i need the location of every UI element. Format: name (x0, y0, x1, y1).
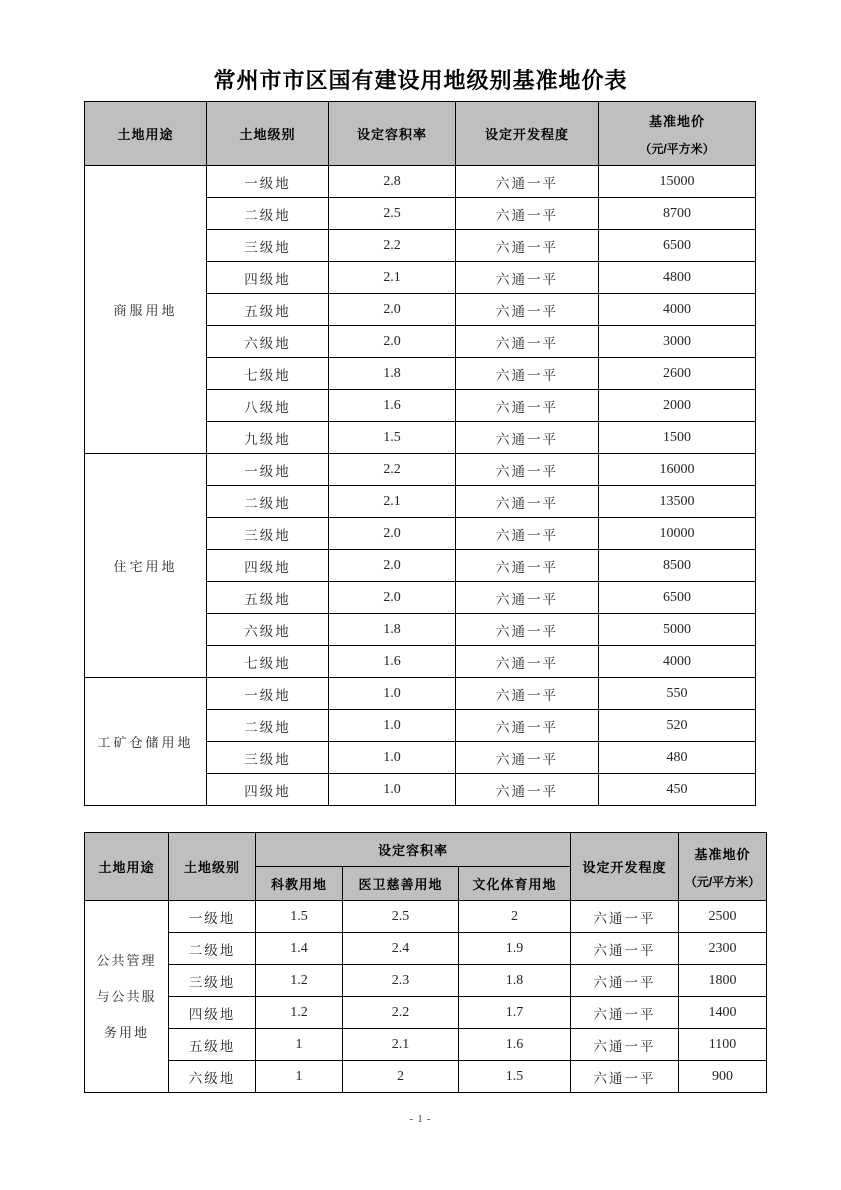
cell-ratio-education: 1.5 (256, 901, 343, 933)
cell-land-grade: 三级地 (207, 518, 329, 550)
cell-land-grade: 四级地 (207, 262, 329, 294)
table-row (85, 997, 767, 1029)
cell-land-grade: 三级地 (207, 742, 329, 774)
cell-ratio-medical: 2.3 (343, 965, 459, 997)
cell-plot-ratio: 2.0 (329, 582, 456, 614)
cell-land-grade: 四级地 (169, 997, 256, 1029)
header-plot-ratio: 设定容积率 (329, 102, 456, 166)
table-row (85, 901, 767, 933)
cell-development: 六通一平 (456, 774, 599, 806)
cell-price: 2500 (679, 901, 767, 933)
cell-development: 六通一平 (456, 486, 599, 518)
page-title: 常州市市区国有建设用地级别基准地价表 (213, 68, 628, 93)
table-row (85, 166, 756, 198)
cell-plot-ratio: 1.0 (329, 678, 456, 710)
cell-price: 480 (599, 742, 756, 774)
table-header-row (85, 102, 756, 166)
cell-development: 六通一平 (571, 1061, 679, 1093)
header-price-line2: （元/平方米） (684, 874, 761, 889)
cell-land-grade: 一级地 (207, 678, 329, 710)
cell-land-grade: 七级地 (207, 646, 329, 678)
cell-ratio-education: 1 (256, 1029, 343, 1061)
cell-price: 8700 (599, 198, 756, 230)
cell-development: 六通一平 (456, 742, 599, 774)
header-land-use: 土地用途 (85, 833, 169, 901)
cell-land-grade: 六级地 (169, 1061, 256, 1093)
cell-development: 六通一平 (456, 326, 599, 358)
cell-development: 六通一平 (456, 390, 599, 422)
cell-price: 13500 (599, 486, 756, 518)
land-price-table-public-service (84, 832, 767, 1093)
header-price (679, 833, 767, 901)
cell-development: 六通一平 (571, 965, 679, 997)
cell-development: 六通一平 (456, 422, 599, 454)
cell-plot-ratio: 2.0 (329, 326, 456, 358)
cell-ratio-medical: 2 (343, 1061, 459, 1093)
cell-land-grade: 六级地 (207, 614, 329, 646)
cell-development: 六通一平 (571, 1029, 679, 1061)
cell-development: 六通一平 (456, 198, 599, 230)
cell-ratio-education: 1.2 (256, 997, 343, 1029)
cell-land-grade: 二级地 (207, 486, 329, 518)
cell-land-grade: 一级地 (207, 166, 329, 198)
cell-price: 900 (679, 1061, 767, 1093)
cell-land-grade: 三级地 (169, 965, 256, 997)
cell-plot-ratio: 2.8 (329, 166, 456, 198)
table-row (85, 678, 756, 710)
cell-plot-ratio: 1.6 (329, 390, 456, 422)
cell-price: 550 (599, 678, 756, 710)
cell-price: 2600 (599, 358, 756, 390)
cell-plot-ratio: 1.0 (329, 710, 456, 742)
cell-plot-ratio: 1.8 (329, 614, 456, 646)
cell-development: 六通一平 (571, 901, 679, 933)
cell-land-grade: 四级地 (207, 550, 329, 582)
cell-plot-ratio: 1.0 (329, 742, 456, 774)
header-ratio-education: 科教用地 (256, 867, 343, 901)
cell-land-grade: 二级地 (207, 198, 329, 230)
cell-plot-ratio: 2.1 (329, 262, 456, 294)
table-header-row (85, 833, 767, 867)
cell-land-grade: 五级地 (169, 1029, 256, 1061)
cell-development: 六通一平 (571, 997, 679, 1029)
header-ratio-medical: 医卫慈善用地 (343, 867, 459, 901)
cell-price: 4000 (599, 646, 756, 678)
cell-price: 4000 (599, 294, 756, 326)
land-price-table-primary (84, 101, 756, 806)
cell-development: 六通一平 (456, 550, 599, 582)
cell-plot-ratio: 1.5 (329, 422, 456, 454)
cell-price: 1800 (679, 965, 767, 997)
cell-price: 15000 (599, 166, 756, 198)
cell-development: 六通一平 (456, 646, 599, 678)
cell-price: 10000 (599, 518, 756, 550)
cell-land-grade: 三级地 (207, 230, 329, 262)
header-land-use: 土地用途 (85, 102, 207, 166)
table-row (85, 965, 767, 997)
cell-ratio-education: 1.2 (256, 965, 343, 997)
header-ratio-culture: 文化体育用地 (459, 867, 571, 901)
table-row (85, 1061, 767, 1093)
cell-ratio-education: 1.4 (256, 933, 343, 965)
cell-development: 六通一平 (456, 614, 599, 646)
cell-land-grade: 四级地 (207, 774, 329, 806)
cell-ratio-medical: 2.1 (343, 1029, 459, 1061)
cell-land-use-group-public: 公共管理与公共服务用地 (85, 901, 169, 1093)
header-plot-ratio: 设定容积率 (256, 833, 571, 867)
cell-land-grade: 二级地 (207, 710, 329, 742)
cell-development: 六通一平 (456, 582, 599, 614)
cell-ratio-education: 1 (256, 1061, 343, 1093)
page-number: - 1 - (409, 1114, 432, 1125)
cell-land-grade: 七级地 (207, 358, 329, 390)
cell-ratio-culture: 1.5 (459, 1061, 571, 1093)
cell-price: 450 (599, 774, 756, 806)
cell-land-grade: 二级地 (169, 933, 256, 965)
cell-price: 2300 (679, 933, 767, 965)
cell-ratio-culture: 1.9 (459, 933, 571, 965)
cell-land-use-group-industrial: 工矿仓储用地 (85, 678, 207, 806)
cell-plot-ratio: 2.2 (329, 454, 456, 486)
cell-price: 16000 (599, 454, 756, 486)
cell-ratio-culture: 1.6 (459, 1029, 571, 1061)
cell-plot-ratio: 2.0 (329, 518, 456, 550)
cell-development: 六通一平 (456, 358, 599, 390)
cell-land-grade: 六级地 (207, 326, 329, 358)
header-price-line2: （元/平方米） (639, 141, 715, 156)
cell-plot-ratio: 2.0 (329, 550, 456, 582)
header-development: 设定开发程度 (571, 833, 679, 901)
cell-development: 六通一平 (456, 518, 599, 550)
cell-development: 六通一平 (456, 262, 599, 294)
cell-price: 1400 (679, 997, 767, 1029)
cell-plot-ratio: 2.0 (329, 294, 456, 326)
cell-price: 5000 (599, 614, 756, 646)
cell-ratio-medical: 2.2 (343, 997, 459, 1029)
table-row (85, 454, 756, 486)
cell-ratio-culture: 1.7 (459, 997, 571, 1029)
cell-price: 6500 (599, 230, 756, 262)
table-row (85, 1029, 767, 1061)
cell-plot-ratio: 2.2 (329, 230, 456, 262)
header-price-line1: 基准地价 (648, 113, 705, 129)
cell-land-use-group-commercial: 商服用地 (85, 166, 207, 454)
cell-development: 六通一平 (456, 454, 599, 486)
cell-ratio-culture: 2 (459, 901, 571, 933)
cell-plot-ratio: 1.8 (329, 358, 456, 390)
cell-price: 4800 (599, 262, 756, 294)
cell-ratio-culture: 1.8 (459, 965, 571, 997)
header-land-grade: 土地级别 (169, 833, 256, 901)
cell-land-grade: 一级地 (169, 901, 256, 933)
cell-ratio-medical: 2.5 (343, 901, 459, 933)
cell-land-grade: 九级地 (207, 422, 329, 454)
cell-land-grade: 八级地 (207, 390, 329, 422)
cell-price: 8500 (599, 550, 756, 582)
cell-development: 六通一平 (456, 710, 599, 742)
cell-plot-ratio: 2.5 (329, 198, 456, 230)
cell-land-grade: 一级地 (207, 454, 329, 486)
cell-development: 六通一平 (571, 933, 679, 965)
cell-price: 2000 (599, 390, 756, 422)
header-land-grade: 土地级别 (207, 102, 329, 166)
cell-land-grade: 五级地 (207, 582, 329, 614)
cell-price: 6500 (599, 582, 756, 614)
header-development: 设定开发程度 (456, 102, 599, 166)
cell-ratio-medical: 2.4 (343, 933, 459, 965)
header-price-line1: 基准地价 (694, 846, 751, 862)
cell-land-grade: 五级地 (207, 294, 329, 326)
cell-price: 1500 (599, 422, 756, 454)
cell-development: 六通一平 (456, 230, 599, 262)
cell-development: 六通一平 (456, 294, 599, 326)
cell-development: 六通一平 (456, 678, 599, 710)
cell-plot-ratio: 1.0 (329, 774, 456, 806)
cell-price: 1100 (679, 1029, 767, 1061)
cell-price: 3000 (599, 326, 756, 358)
header-price (599, 102, 756, 166)
table-row (85, 933, 767, 965)
cell-plot-ratio: 1.6 (329, 646, 456, 678)
cell-price: 520 (599, 710, 756, 742)
cell-development: 六通一平 (456, 166, 599, 198)
cell-land-use-group-residential: 住宅用地 (85, 454, 207, 678)
cell-plot-ratio: 2.1 (329, 486, 456, 518)
